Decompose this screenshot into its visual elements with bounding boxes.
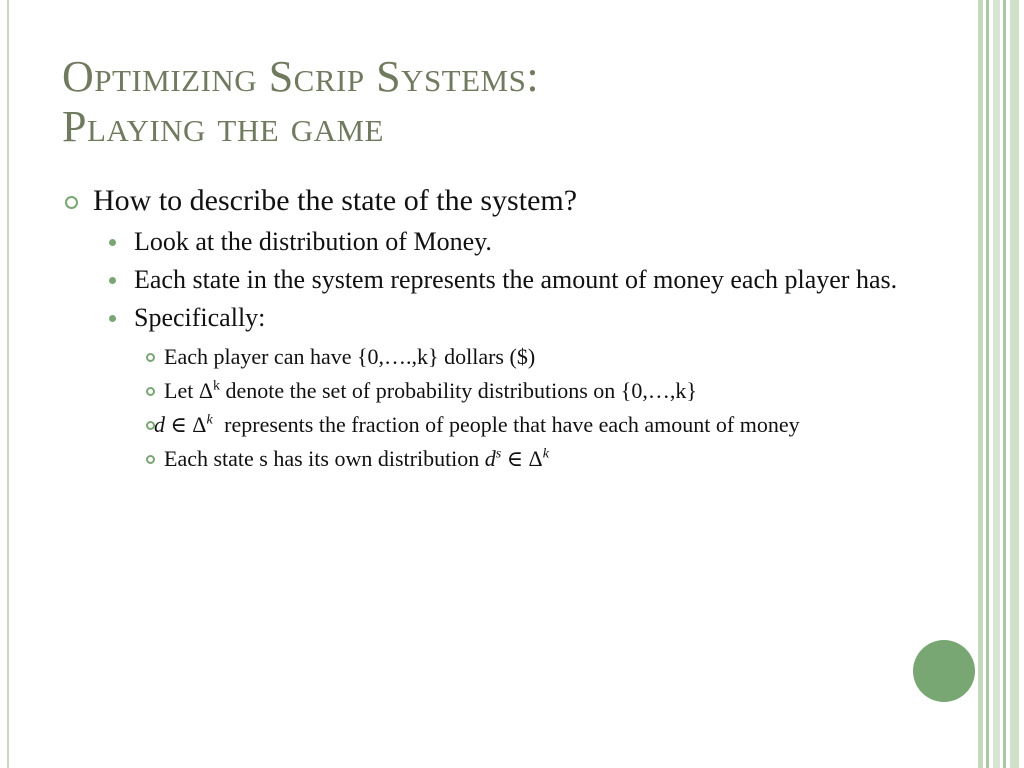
decorative-stripe — [993, 0, 1000, 768]
decorative-stripe — [1003, 0, 1006, 768]
left-border-line — [7, 0, 9, 768]
dot-bullet-icon — [109, 315, 116, 322]
ring-bullet-icon — [146, 353, 155, 362]
bullet-level-1 — [62, 182, 942, 220]
superscript-k: k — [212, 378, 220, 394]
math-element-of-delta: ∈ Δ — [165, 412, 207, 437]
bullet-text: represents the fraction of people that have each amount of money — [224, 412, 800, 437]
decorative-stripe — [978, 0, 983, 768]
slide-body — [62, 182, 942, 472]
bullet-text-suffix: denote the set of probability distributions on {0,…,k} — [219, 378, 697, 403]
bullet-level-2 — [62, 302, 942, 334]
slide-title-line-1: Optimizing Scrip Systems: — [62, 52, 540, 101]
math-superscript-k: k — [542, 446, 549, 462]
bullet-level-3 — [62, 445, 942, 472]
decorative-circle — [913, 640, 975, 702]
dot-bullet-icon — [109, 239, 116, 246]
bullet-level-3 — [62, 411, 942, 438]
ring-bullet-icon — [146, 421, 155, 430]
math-expression — [154, 412, 213, 437]
slide-title-line-2: Playing the game — [62, 102, 384, 151]
bullet-level-2 — [62, 264, 942, 296]
dot-bullet-icon — [109, 277, 116, 284]
bullet-level-3 — [62, 343, 942, 370]
bullet-text: How to describe the state of the system? — [93, 184, 578, 217]
math-variable-d: d — [154, 412, 165, 437]
math-variable-d: d — [484, 446, 496, 471]
math-superscript-k: k — [206, 412, 213, 428]
ring-bullet-icon — [146, 387, 155, 396]
decorative-stripe — [1010, 0, 1019, 768]
bullet-text: Each player can have {0,….,k} dollars ($) — [164, 344, 536, 369]
math-element-of-delta: ∈ Δ — [501, 446, 543, 471]
bullet-level-3 — [62, 377, 942, 404]
slide-title — [62, 52, 942, 152]
ring-bullet-icon — [146, 455, 155, 464]
math-expression — [485, 446, 549, 471]
bullet-text: Each state in the system represents the amount of money each player has. — [134, 265, 898, 294]
ring-bullet-icon — [65, 196, 78, 209]
bullet-text-prefix: Let Δ — [164, 378, 213, 403]
math-superscript-s: s — [495, 446, 502, 462]
bullet-text: Each state s has its own distribution — [164, 446, 485, 471]
bullet-text: Specifically: — [134, 303, 266, 332]
bullet-level-2 — [62, 226, 942, 258]
bullet-text: Look at the distribution of Money. — [134, 227, 492, 256]
decorative-stripe — [986, 0, 989, 768]
